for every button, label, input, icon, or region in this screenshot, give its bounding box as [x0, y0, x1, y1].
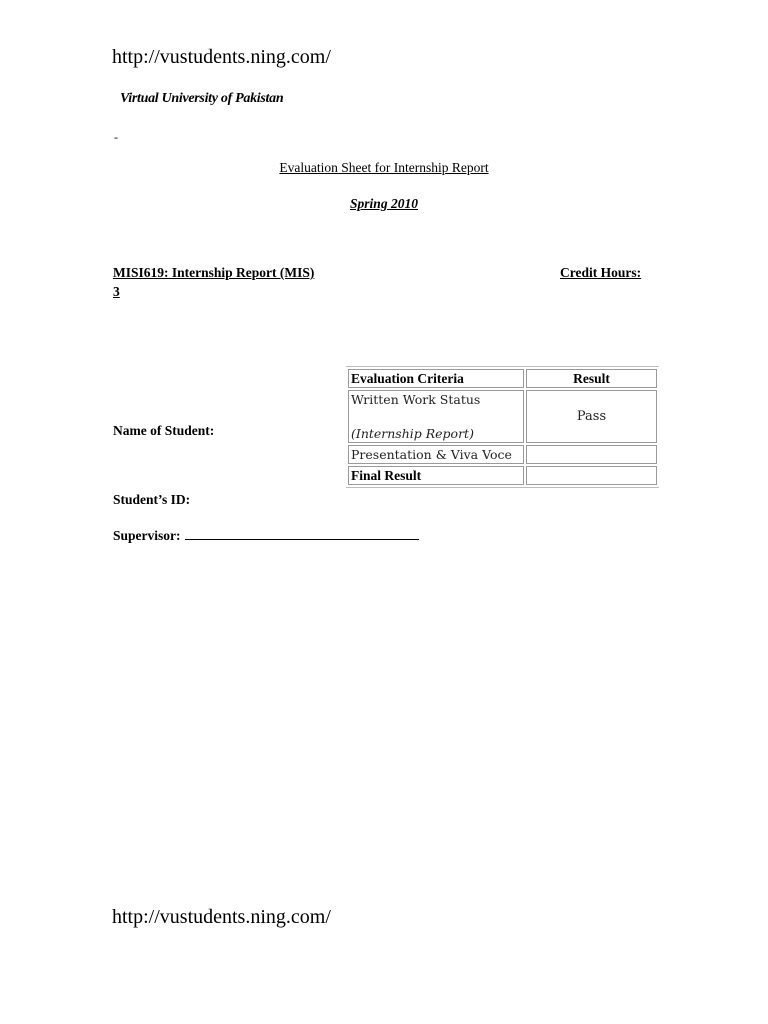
result-presentation	[526, 445, 657, 464]
evaluation-table	[346, 366, 659, 488]
table-row	[348, 390, 657, 443]
university-name: Virtual University of Pakistan	[120, 91, 284, 106]
criteria-presentation: Presentation & Viva Voce	[348, 445, 524, 464]
student-id-label: Student’s ID:	[113, 492, 191, 507]
header-evaluation-criteria: Evaluation Criteria	[348, 369, 524, 388]
criteria-note: (Internship Report)	[351, 426, 474, 441]
student-name-label: Name of Student:	[113, 423, 215, 438]
header-url: http://vustudents.ning.com/	[112, 46, 331, 68]
criteria-written-work: Written Work Status	[351, 392, 481, 407]
credit-hours-label: Credit Hours:	[560, 265, 642, 280]
term-label: Spring 2010	[350, 196, 418, 211]
result-written-work: Pass	[526, 390, 657, 443]
sheet-title: Evaluation Sheet for Internship Report	[279, 160, 489, 175]
supervisor-blank-line	[185, 527, 419, 540]
table-row	[348, 466, 657, 485]
header-result: Result	[526, 369, 657, 388]
course-code-title: MISI619: Internship Report (MIS)	[113, 265, 315, 280]
supervisor-label: Supervisor:	[113, 528, 181, 543]
criteria-final-result: Final Result	[348, 466, 524, 485]
credit-hours-value: 3	[113, 284, 120, 299]
stray-mark: -	[114, 130, 118, 144]
table-row	[348, 445, 657, 464]
criteria-cell	[348, 390, 524, 443]
table-header-row	[348, 369, 657, 388]
footer-url: http://vustudents.ning.com/	[112, 906, 331, 928]
supervisor-row	[113, 527, 419, 544]
result-final	[526, 466, 657, 485]
